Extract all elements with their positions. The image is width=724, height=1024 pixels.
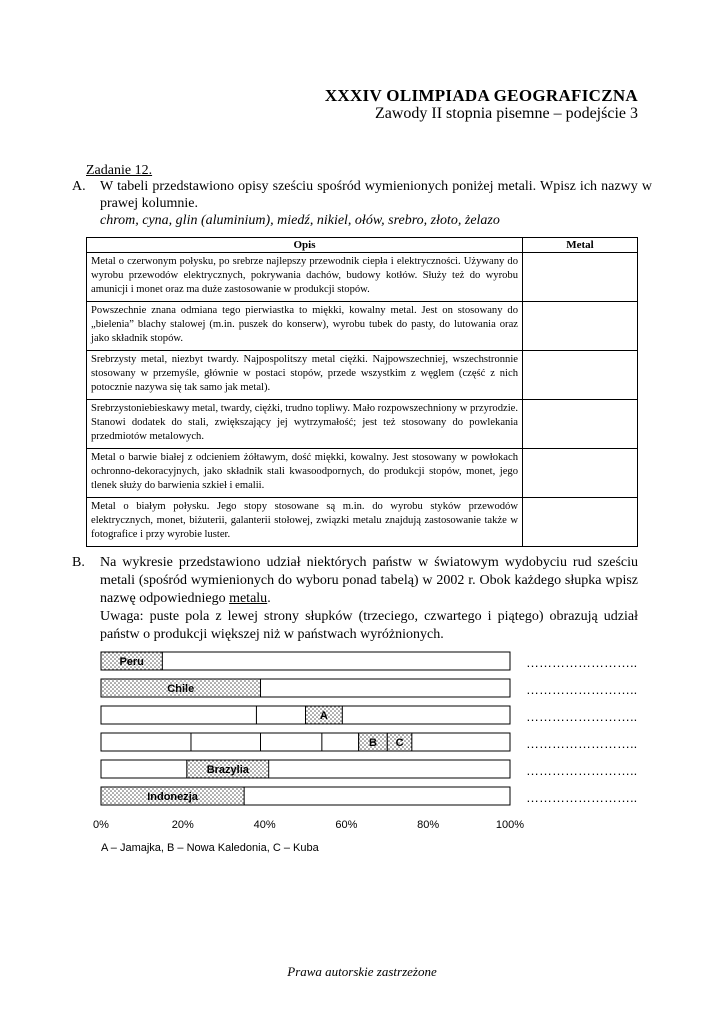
x-tick-label: 0% xyxy=(93,819,109,831)
description-cell: Metal o białym połysku. Jego stopy stosowane są m.in. do wyrobu styków przewodów elektrycznych, monet, biżuterii, galanterii stołowej, związki metalu znajdują zastosowanie także w fotografice i przy wyrobie luster. xyxy=(87,498,523,547)
description-cell: Metal o czerwonym połysku, po srebrze najlepszy przewodnik ciepła i elektryczności. Używany do wyrobu przewodów elektrycznych, pokrywania dachów, budowy kotłów. Służy też do wyrobu amunicji i monet oraz ma duże zastosowanie w produkcji stopów. xyxy=(87,253,523,302)
metal-answer-cell[interactable] xyxy=(523,400,638,449)
description-cell: Metal o barwie białej z odcieniem żółtawym, dość miękki, kowalny. Jest stosowany w powłokach ochronno-dekoracyjnych, jako składnik stali kwasoodpornych, do produkcji stopów, monet, jego tlenek służy do barwienia szkieł i emalii. xyxy=(87,449,523,498)
bar-label: Brazylia xyxy=(206,764,249,776)
part-b-text: Na wykresie przedstawiono udział niektórych państw w światowym wydobyciu rud sześciu metali (spośród wymienionych do wyboru ponad tabelą) w 2002 r. Obok każdego słupka wpisz nazwę odpowiedniego xyxy=(100,555,638,606)
x-tick-label: 20% xyxy=(171,819,194,831)
part-a-text: W tabeli przedstawiono opisy sześciu spośród wymienionych poniżej metali. Wpisz ich nazwy w prawej kolumnie. xyxy=(100,179,652,211)
answer-placeholder: …………………….. xyxy=(526,655,638,670)
bar-label: C xyxy=(395,737,404,749)
description-cell: Powszechnie znana odmiana tego pierwiastka to miękki, kowalny metal. Jest on stosowany do „bielenia” blachy stalowej (m.in. puszek do konserw), wyrobu tubek do pasty, do lutowania oraz jako składnik stopów. xyxy=(87,302,523,351)
stage-subtitle: Zawody II stopnia pisemne – podejście 3 xyxy=(374,105,638,122)
part-a-label: A. xyxy=(72,179,86,194)
bar-label: Indonezja xyxy=(147,791,198,803)
chart-legend: A – Jamajka, B – Nowa Kaledonia, C – Kuba xyxy=(101,842,319,854)
metal-answer-cell[interactable] xyxy=(523,449,638,498)
x-tick-label: 80% xyxy=(417,819,440,831)
metal-share-chart xyxy=(0,640,724,860)
metal-answer-cell[interactable] xyxy=(523,302,638,351)
olympiad-title: XXXIV OLIMPIADA GEOGRAFICZNA xyxy=(324,86,638,105)
metals-table xyxy=(86,237,638,547)
answer-placeholder: …………………….. xyxy=(526,709,638,724)
answer-placeholder: …………………….. xyxy=(526,790,638,805)
answer-placeholder: …………………….. xyxy=(526,763,638,778)
part-b-instructions xyxy=(72,554,638,644)
answer-placeholder: …………………….. xyxy=(526,682,638,697)
table-row xyxy=(87,498,638,547)
column-header-opis: Opis xyxy=(87,238,523,253)
x-tick-label: 40% xyxy=(253,819,276,831)
bar-label: B xyxy=(369,737,377,749)
table-row xyxy=(87,400,638,449)
task-number: Zadanie 12. xyxy=(86,163,153,178)
metals-list: chrom, cyna, glin (aluminium), miedź, nikiel, ołów, srebro, złoto, żelazo xyxy=(100,213,500,228)
metal-answer-cell[interactable] xyxy=(523,351,638,400)
table-row xyxy=(87,253,638,302)
description-cell: Srebrzysty metal, niezbyt twardy. Najpospolitszy metal ciężki. Najpowszechniej, wszechstronnie stosowany w przemyśle, głównie w postaci stopów, przede wszystkim z węglem (część z nich potocznie nazywa się tak samo jak metal). xyxy=(87,351,523,400)
copyright-footer: Prawa autorskie zastrzeżone xyxy=(287,964,437,979)
description-cell: Srebrzystoniebieskawy metal, twardy, ciężki, trudno topliwy. Mało rozpowszechniony w przyrodzie. Stanowi dodatek do stali, zwiększający jej wytrzymałość; jest też stosowany do powlekania przedmiotów metalowych. xyxy=(87,400,523,449)
bar-outline xyxy=(101,733,510,751)
answer-placeholder: …………………….. xyxy=(526,736,638,751)
bar-outline xyxy=(101,760,510,778)
bar-label: Chile xyxy=(167,683,195,695)
metal-answer-cell[interactable] xyxy=(523,253,638,302)
part-b-underlined-word: metalu xyxy=(229,591,268,606)
part-b-label: B. xyxy=(72,555,85,570)
part-b-text-end: . xyxy=(267,591,271,606)
part-b-note: Uwaga: puste pola z lewej strony słupków (trzeciego, czwartego i piątego) obrazują udział państw o produkcji większej niż w państwach wyróżnionych. xyxy=(100,609,638,642)
table-row xyxy=(87,351,638,400)
bar-label: A xyxy=(319,710,328,722)
metal-answer-cell[interactable] xyxy=(523,498,638,547)
bar-label: Peru xyxy=(119,656,144,668)
x-tick-label: 60% xyxy=(335,819,358,831)
table-row xyxy=(87,302,638,351)
table-row xyxy=(87,449,638,498)
x-tick-label: 100% xyxy=(495,819,525,831)
part-a-instructions xyxy=(72,178,652,212)
column-header-metal: Metal xyxy=(523,238,638,253)
